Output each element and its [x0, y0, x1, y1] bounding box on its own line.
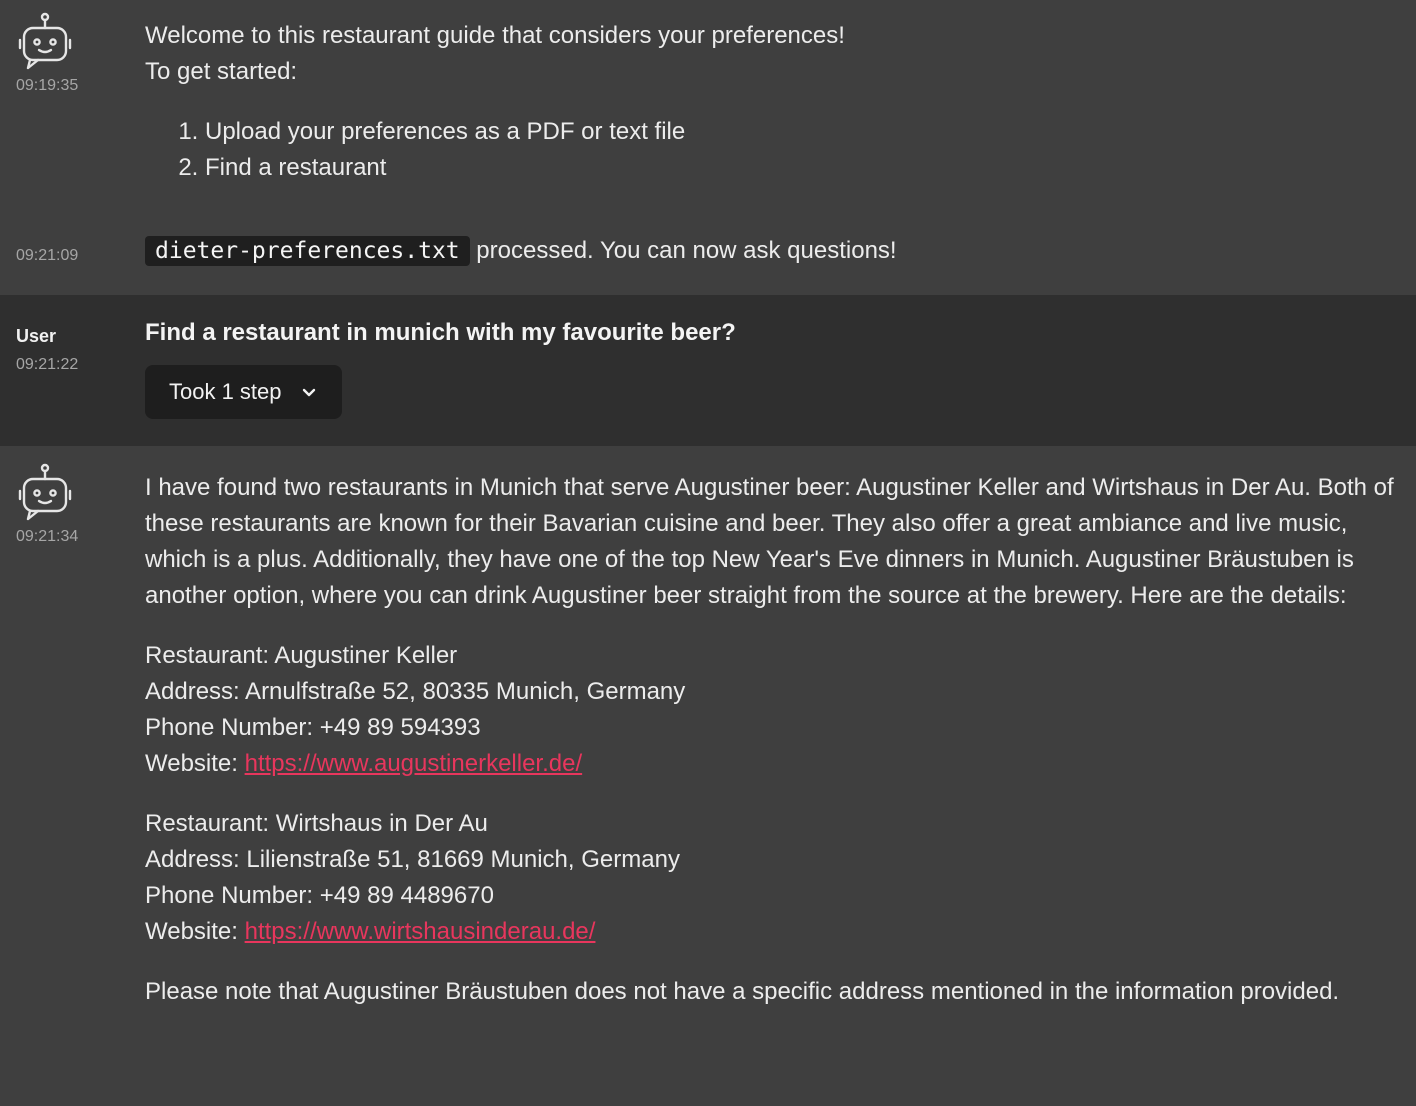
restaurant-details: [145, 638, 1402, 782]
restaurant-phone: Phone Number: +49 89 594393: [145, 714, 481, 741]
list-item: 1. Upload your preferences as a PDF or text file: [205, 114, 1400, 150]
processed-text: processed. You can now ask questions!: [469, 237, 897, 264]
took-steps-label: Took 1 step: [169, 379, 282, 404]
restaurant-name: Restaurant: Wirtshaus in Der Au: [145, 810, 488, 837]
answer-note-block: [145, 974, 1402, 1010]
robot-icon: [16, 463, 74, 521]
restaurant-phone: Phone Number: +49 89 4489670: [145, 882, 494, 909]
getting-started-list: [145, 114, 1400, 186]
took-steps-button[interactable]: [145, 365, 342, 419]
user-question: Find a restaurant in munich with my favourite beer?: [145, 319, 736, 346]
restaurant-website-row: [145, 914, 1402, 950]
message-timestamp: 09:21:22: [16, 356, 79, 373]
uploaded-filename: dieter-preferences.txt: [145, 236, 470, 266]
message-meta: [16, 246, 126, 266]
message-content: [145, 233, 1400, 269]
website-link[interactable]: https://www.wirtshausinderau.de/: [244, 918, 596, 945]
website-label: Website:: [145, 918, 245, 945]
message-content: [145, 470, 1402, 1010]
restaurant-details: [145, 806, 1402, 950]
message-meta: [16, 463, 126, 547]
welcome-line: Welcome to this restaurant guide that considers your preferences!: [145, 22, 845, 49]
message-meta: [16, 325, 126, 375]
restaurant-name: Restaurant: Augustiner Keller: [145, 642, 458, 669]
answer-intro: I have found two restaurants in Munich that serve Augustiner beer: Augustiner Keller and Wirtshaus in Der Au. Both of these restaurants are known for their Bavarian cuisine and beer. They also offer a great ambiance and live music, which is a plus. Additionally, they have one of the top New Year's Eve dinners in Munich. Augustiner Bräustuben is another option, where you can drink Augustiner beer straight from the source at the brewery. Here are the details:: [145, 474, 1394, 609]
message-timestamp: 09:19:35: [16, 77, 79, 94]
welcome-subline: To get started:: [145, 58, 298, 85]
message-content: [145, 18, 1400, 186]
restaurant-address: Address: Lilienstraße 51, 81669 Munich, Germany: [145, 846, 680, 873]
message-content: [145, 315, 1400, 419]
message-timestamp: 09:21:09: [16, 247, 79, 264]
website-link[interactable]: https://www.augustinerkeller.de/: [244, 750, 583, 777]
message-meta: [16, 12, 126, 96]
robot-icon: [16, 12, 74, 70]
answer-note: Please note that Augustiner Bräustuben does not have a specific address mentioned in the information provided.: [145, 978, 1340, 1005]
restaurant-website-row: [145, 746, 1402, 782]
bot-message-welcome: [0, 0, 1416, 213]
website-label: Website:: [145, 750, 245, 777]
user-message: [0, 295, 1416, 446]
message-author: User: [16, 326, 57, 346]
bot-message-answer: [0, 446, 1416, 1106]
chevron-down-icon: [300, 383, 318, 401]
restaurant-address: Address: Arnulfstraße 52, 80335 Munich, Germany: [145, 678, 686, 705]
message-timestamp: 09:21:34: [16, 528, 79, 545]
bot-message-processed: [0, 213, 1416, 295]
list-item: 2. Find a restaurant: [205, 150, 1400, 186]
